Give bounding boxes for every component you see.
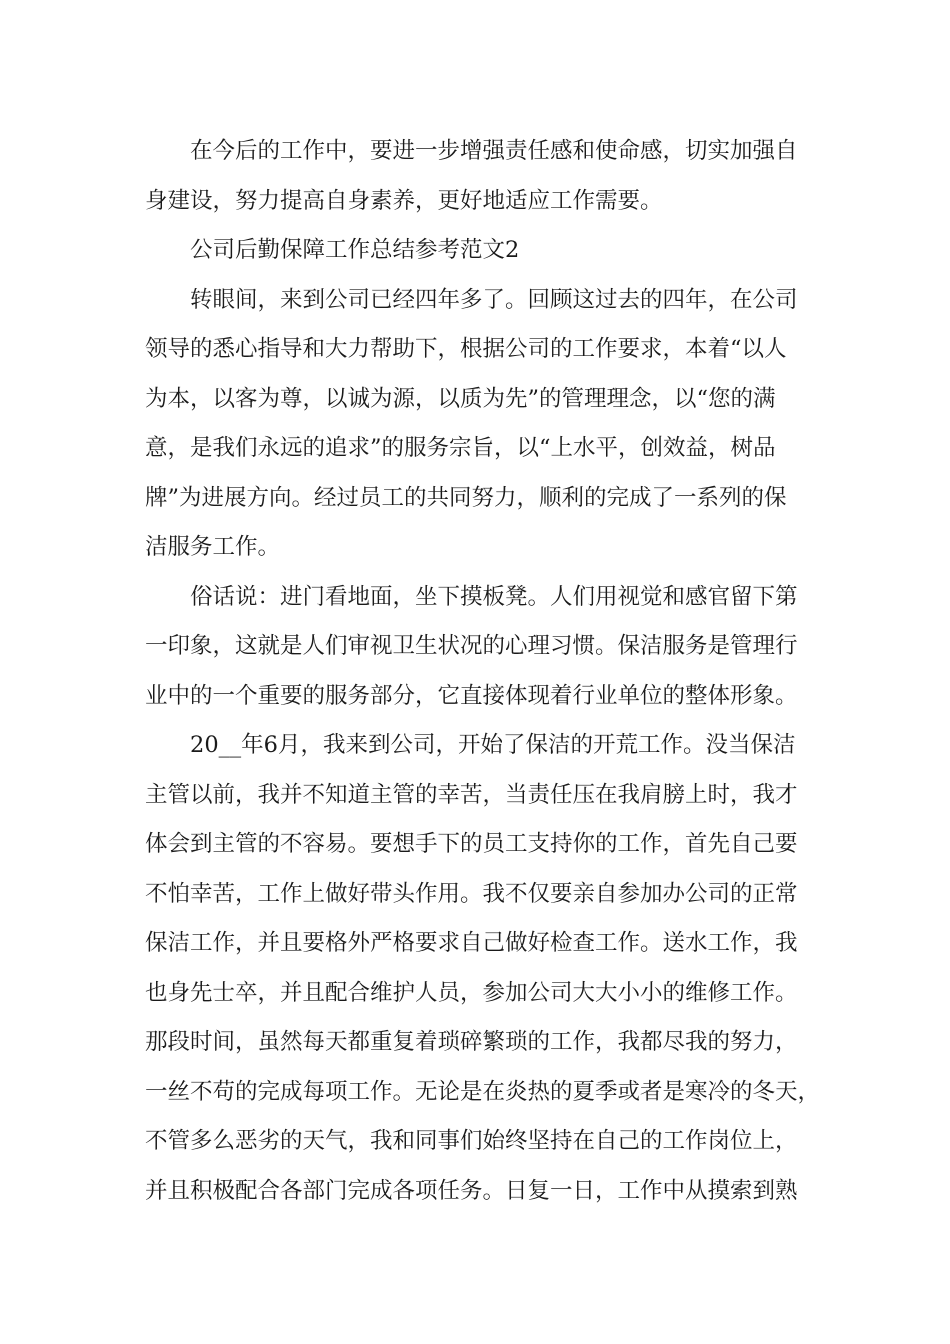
text-line: 意，是我们永远的追求”的服务宗旨，以“上水平，创效益，树品 <box>145 435 776 461</box>
text-line: 体会到主管的不容易。要想手下的员工支持你的工作，首先自己要 <box>145 831 798 857</box>
heading-text: 公司后勤保障工作总结参考范文2 <box>190 237 520 263</box>
paragraph-3 <box>145 573 825 722</box>
paragraph-1 <box>145 127 825 226</box>
text-line: 主管以前，我并不知道主管的幸苦，当责任压在我肩膀上时，我才 <box>145 781 798 808</box>
text-line: 一印象，这就是人们审视卫生状况的心理习惯。保洁服务是管理行 <box>145 633 798 659</box>
text-line: 领导的悉心指导和大力帮助下，根据公司的工作要求，本着“以人 <box>145 336 787 362</box>
document-body <box>145 127 825 1216</box>
text-line: 牌”为进展方向。经过员工的共同努力，顺利的完成了一系列的保 <box>145 484 787 511</box>
text-line: 20__年6月，我来到公司，开始了保洁的开荒工作。没当保洁 <box>190 732 796 758</box>
paragraph-2 <box>145 276 825 573</box>
text-line: 洁服务工作。 <box>145 534 281 560</box>
text-line: 身建设，努力提高自身素养，更好地适应工作需要。 <box>145 187 663 214</box>
paragraph-4 <box>145 721 825 1216</box>
text-line: 在今后的工作中，要进一步增强责任感和使命感，切实加强自 <box>190 138 798 164</box>
text-line: 不管多么恶劣的天气，我和同事们始终坚持在自己的工作岗位上， <box>145 1128 798 1154</box>
text-line: 俗话说：进门看地面，坐下摸板凳。人们用视觉和感官留下第 <box>190 583 798 610</box>
text-line: 那段时间，虽然每天都重复着琐碎繁琐的工作，我都尽我的努力， <box>145 1029 798 1055</box>
text-line: 保洁工作，并且要格外严格要求自己做好检查工作。送水工作，我 <box>145 930 798 956</box>
text-line: 并且积极配合各部门完成各项任务。日复一日，工作中从摸索到熟 <box>145 1177 798 1204</box>
text-line: 转眼间，来到公司已经四年多了。回顾这过去的四年，在公司 <box>190 286 798 313</box>
text-line: 为本，以客为尊，以诚为源，以质为先”的管理理念，以“您的满 <box>145 385 776 412</box>
text-line: 也身先士卒，并且配合维护人员，参加公司大大小小的维修工作。 <box>145 979 798 1006</box>
section-heading <box>145 226 825 276</box>
text-line: 不怕幸苦，工作上做好带头作用。我不仅要亲自参加办公司的正常 <box>145 880 798 907</box>
text-line: 业中的一个重要的服务部分，它直接体现着行业单位的整体形象。 <box>145 682 798 709</box>
text-line: 一丝不苟的完成每项工作。无论是在炎热的夏季或者是寒冷的冬天， <box>145 1078 821 1105</box>
